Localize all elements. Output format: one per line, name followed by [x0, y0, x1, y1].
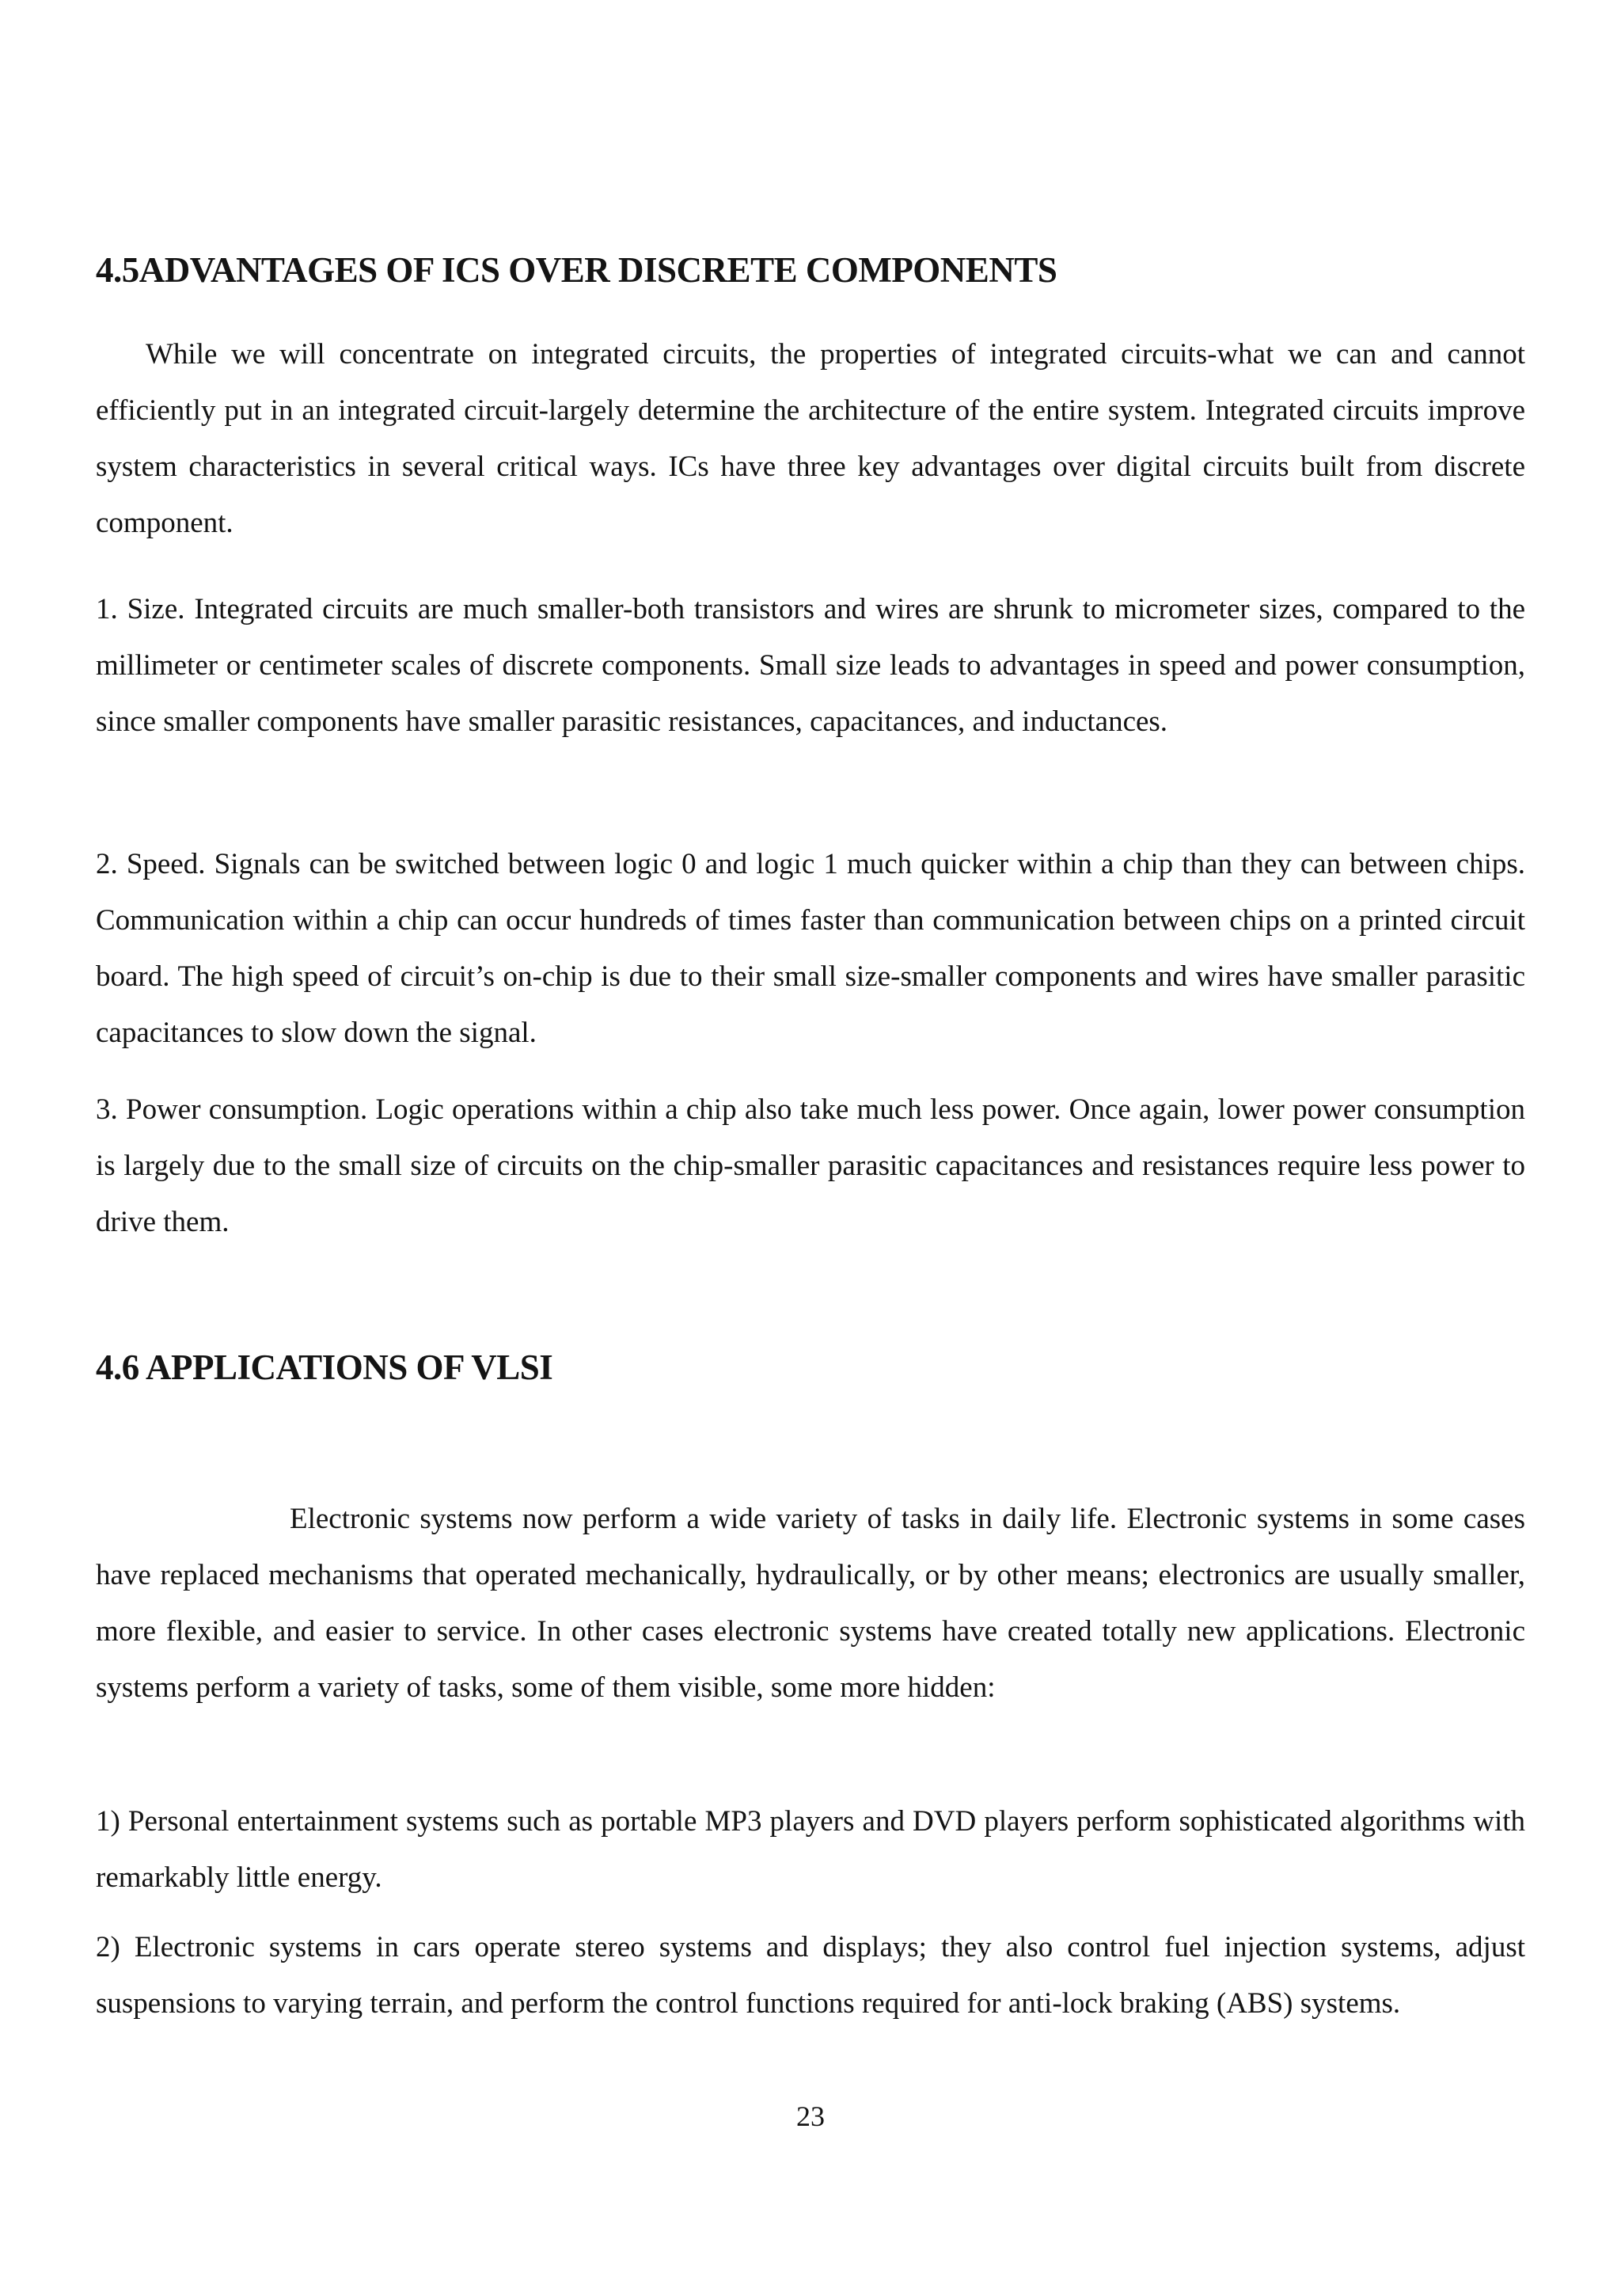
page-number: 23 [796, 2100, 825, 2132]
section-heading-applications: 4.6 APPLICATIONS OF VLSI [96, 1348, 553, 1387]
paragraph-applications-intro: Electronic systems now perform a wide variety of tasks in daily life. Electronic systems in some cases have replaced mechanisms that operated mechanically, hydraulically, or by other means; electronics are usually smaller, more flexible, and easier to service. In other cases electronic systems have created totally new applications. Electronic systems perform a variety of tasks, some of them visible, some more hidden: [96, 1503, 1525, 1704]
paragraph-entertainment: 1) Personal entertainment systems such as portable MP3 players and DVD players perform sophisticated algorithms with remarkably little energy. [96, 1805, 1525, 1894]
paragraph-size: 1. Size. Integrated circuits are much smaller-both transistors and wires are shrunk to micrometer sizes, compared to the millimeter or centimeter scales of discrete components. Small size leads to advantages in speed and power consumption, since smaller components have smaller parasitic resistances, capacitances, and inductances. [96, 593, 1525, 738]
paragraph-intro: While we will concentrate on integrated circuits, the properties of integrated circuits-what we can and cannot efficiently put in an integrated circuit-largely determine the architecture of the entire system. Integrated circuits improve system characteristics in several critical ways. ICs have three key advantages over digital circuits built from discrete component. [96, 338, 1525, 539]
section-heading-advantages: 4.5ADVANTAGES OF ICS OVER DISCRETE COMPONENTS [96, 250, 1057, 290]
paragraph-speed: 2. Speed. Signals can be switched between logic 0 and logic 1 much quicker within a chip than they can between chips. Communication within a chip can occur hundreds of times faster than communication between chips on a printed circuit board. The high speed of circuit’s on-chip is due to their small size-smaller components and wires have smaller parasitic capacitances to slow down the signal. [96, 848, 1525, 1049]
paragraph-cars: 2) Electronic systems in cars operate stereo systems and displays; they also control fuel injection systems, adjust suspensions to varying terrain, and perform the control functions required for anti-lock braking (ABS) systems. [96, 1931, 1525, 2020]
paragraph-power: 3. Power consumption. Logic operations within a chip also take much less power. Once again, lower power consumption is largely due to the small size of circuits on the chip-smaller parasitic capacitances and resistances require less power to drive them. [96, 1093, 1525, 1238]
